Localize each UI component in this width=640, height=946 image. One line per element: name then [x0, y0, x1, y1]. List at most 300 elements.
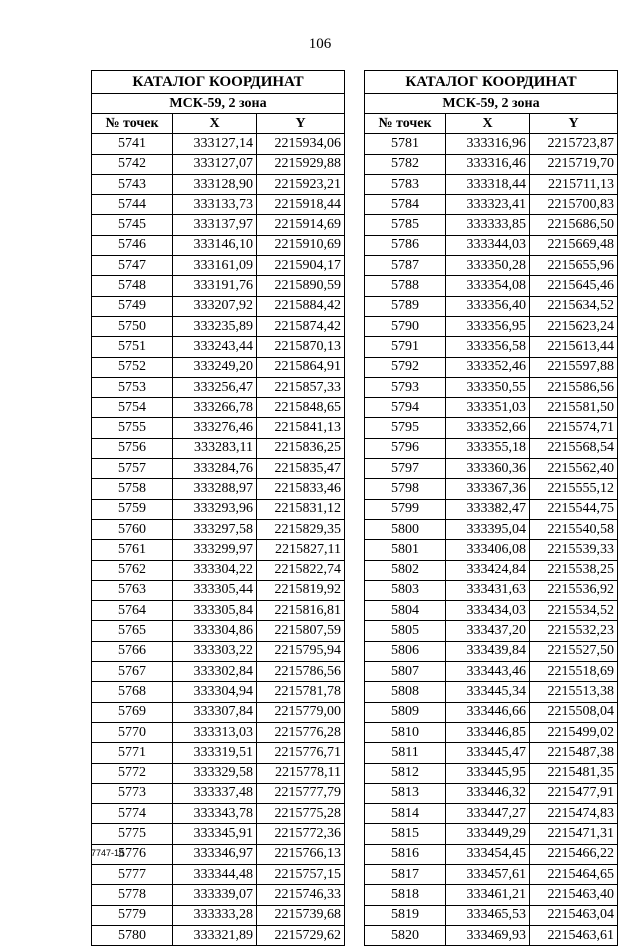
x-coordinate-cell: 333304,86 [173, 621, 257, 641]
y-coordinate-cell: 2215581,50 [530, 398, 618, 418]
point-number-cell: 5797 [365, 459, 446, 479]
point-number-cell: 5749 [92, 296, 173, 316]
x-coordinate-cell: 333243,44 [173, 337, 257, 357]
point-number-cell: 5781 [365, 134, 446, 154]
y-coordinate-cell: 2215513,38 [530, 682, 618, 702]
y-coordinate-cell: 2215766,13 [257, 844, 345, 864]
table-row [92, 337, 345, 357]
point-number-cell: 5756 [92, 438, 173, 458]
table-row [92, 560, 345, 580]
table-row [365, 296, 618, 316]
x-coordinate-cell: 333431,63 [446, 580, 530, 600]
point-number-cell: 5810 [365, 722, 446, 742]
x-coordinate-cell: 333445,95 [446, 763, 530, 783]
table-row [92, 398, 345, 418]
point-number-cell: 5774 [92, 804, 173, 824]
y-coordinate-cell: 2215746,33 [257, 885, 345, 905]
column-header-point: № точек [92, 114, 173, 134]
table-row [365, 337, 618, 357]
table-row [92, 174, 345, 194]
y-coordinate-cell: 2215914,69 [257, 215, 345, 235]
table-row [92, 824, 345, 844]
table-row [92, 154, 345, 174]
table-row [92, 195, 345, 215]
x-coordinate-cell: 333266,78 [173, 398, 257, 418]
table-row [365, 743, 618, 763]
y-coordinate-cell: 2215857,33 [257, 377, 345, 397]
point-number-cell: 5806 [365, 641, 446, 661]
table-body-left [92, 134, 345, 946]
y-coordinate-cell: 2215481,35 [530, 763, 618, 783]
column-header-y: Y [257, 114, 345, 134]
point-number-cell: 5798 [365, 479, 446, 499]
x-coordinate-cell: 333235,89 [173, 316, 257, 336]
y-coordinate-cell: 2215848,65 [257, 398, 345, 418]
y-coordinate-cell: 2215757,15 [257, 864, 345, 884]
x-coordinate-cell: 333356,58 [446, 337, 530, 357]
x-coordinate-cell: 333337,48 [173, 783, 257, 803]
table-row [92, 621, 345, 641]
point-number-cell: 5801 [365, 540, 446, 560]
table-row [365, 195, 618, 215]
x-coordinate-cell: 333344,48 [173, 864, 257, 884]
y-coordinate-cell: 2215634,52 [530, 296, 618, 316]
x-coordinate-cell: 333316,46 [446, 154, 530, 174]
table-row [365, 905, 618, 925]
x-coordinate-cell: 333469,93 [446, 925, 530, 945]
table-row [92, 134, 345, 154]
column-header-x: X [173, 114, 257, 134]
table-row [365, 357, 618, 377]
table-row [365, 560, 618, 580]
table-row [365, 702, 618, 722]
x-coordinate-cell: 333313,03 [173, 722, 257, 742]
x-coordinate-cell: 333350,28 [446, 256, 530, 276]
point-number-cell: 5785 [365, 215, 446, 235]
point-number-cell: 5791 [365, 337, 446, 357]
table-row [365, 824, 618, 844]
x-coordinate-cell: 333457,61 [446, 864, 530, 884]
point-number-cell: 5755 [92, 418, 173, 438]
y-coordinate-cell: 2215623,24 [530, 316, 618, 336]
point-number-cell: 5754 [92, 398, 173, 418]
table-row [92, 905, 345, 925]
y-coordinate-cell: 2215918,44 [257, 195, 345, 215]
x-coordinate-cell: 333343,78 [173, 804, 257, 824]
x-coordinate-cell: 333146,10 [173, 235, 257, 255]
y-coordinate-cell: 2215910,69 [257, 235, 345, 255]
footer-document-code: 7747-18 [91, 848, 125, 858]
y-coordinate-cell: 2215463,61 [530, 925, 618, 945]
x-coordinate-cell: 333321,89 [173, 925, 257, 945]
point-number-cell: 5770 [92, 722, 173, 742]
x-coordinate-cell: 333137,97 [173, 215, 257, 235]
point-number-cell: 5780 [92, 925, 173, 945]
x-coordinate-cell: 333395,04 [446, 519, 530, 539]
point-number-cell: 5787 [365, 256, 446, 276]
x-coordinate-cell: 333352,46 [446, 357, 530, 377]
point-number-cell: 5776 [92, 844, 173, 864]
point-number-cell: 5765 [92, 621, 173, 641]
x-coordinate-cell: 333443,46 [446, 662, 530, 682]
table-row [365, 864, 618, 884]
table-row [365, 154, 618, 174]
y-coordinate-cell: 2215729,62 [257, 925, 345, 945]
x-coordinate-cell: 333133,73 [173, 195, 257, 215]
table-row [92, 743, 345, 763]
point-number-cell: 5809 [365, 702, 446, 722]
table-row [365, 844, 618, 864]
y-coordinate-cell: 2215586,56 [530, 377, 618, 397]
table-row [92, 256, 345, 276]
y-coordinate-cell: 2215807,59 [257, 621, 345, 641]
table-row [92, 925, 345, 945]
y-coordinate-cell: 2215829,35 [257, 519, 345, 539]
point-number-cell: 5764 [92, 601, 173, 621]
column-header-x: X [446, 114, 530, 134]
point-number-cell: 5796 [365, 438, 446, 458]
point-number-cell: 5773 [92, 783, 173, 803]
table-row [365, 499, 618, 519]
table-row [92, 580, 345, 600]
y-coordinate-cell: 2215711,13 [530, 174, 618, 194]
point-number-cell: 5802 [365, 560, 446, 580]
point-number-cell: 5741 [92, 134, 173, 154]
y-coordinate-cell: 2215669,48 [530, 235, 618, 255]
table-row [365, 925, 618, 945]
x-coordinate-cell: 333354,08 [446, 276, 530, 296]
y-coordinate-cell: 2215739,68 [257, 905, 345, 925]
point-number-cell: 5747 [92, 256, 173, 276]
point-number-cell: 5751 [92, 337, 173, 357]
point-number-cell: 5816 [365, 844, 446, 864]
x-coordinate-cell: 333446,85 [446, 722, 530, 742]
y-coordinate-cell: 2215831,12 [257, 499, 345, 519]
table-row [92, 804, 345, 824]
y-coordinate-cell: 2215463,04 [530, 905, 618, 925]
x-coordinate-cell: 333319,51 [173, 743, 257, 763]
y-coordinate-cell: 2215795,94 [257, 641, 345, 661]
y-coordinate-cell: 2215929,88 [257, 154, 345, 174]
y-coordinate-cell: 2215534,52 [530, 601, 618, 621]
y-coordinate-cell: 2215827,11 [257, 540, 345, 560]
point-number-cell: 5803 [365, 580, 446, 600]
coordinate-system-label: МСК-59, 2 зона [365, 94, 618, 114]
x-coordinate-cell: 333333,85 [446, 215, 530, 235]
y-coordinate-cell: 2215778,11 [257, 763, 345, 783]
y-coordinate-cell: 2215532,23 [530, 621, 618, 641]
x-coordinate-cell: 333305,44 [173, 580, 257, 600]
table-row [365, 763, 618, 783]
table-row [365, 540, 618, 560]
point-number-cell: 5759 [92, 499, 173, 519]
y-coordinate-cell: 2215555,12 [530, 479, 618, 499]
x-coordinate-cell: 333449,29 [446, 824, 530, 844]
point-number-cell: 5818 [365, 885, 446, 905]
point-number-cell: 5762 [92, 560, 173, 580]
y-coordinate-cell: 2215686,50 [530, 215, 618, 235]
x-coordinate-cell: 333465,53 [446, 905, 530, 925]
x-coordinate-cell: 333304,94 [173, 682, 257, 702]
point-number-cell: 5788 [365, 276, 446, 296]
point-number-cell: 5748 [92, 276, 173, 296]
y-coordinate-cell: 2215835,47 [257, 459, 345, 479]
y-coordinate-cell: 2215890,59 [257, 276, 345, 296]
y-coordinate-cell: 2215518,69 [530, 662, 618, 682]
table-row [365, 377, 618, 397]
y-coordinate-cell: 2215562,40 [530, 459, 618, 479]
page-number: 106 [308, 36, 332, 52]
table-row [92, 377, 345, 397]
y-coordinate-cell: 2215655,96 [530, 256, 618, 276]
table-row [92, 215, 345, 235]
point-number-cell: 5761 [92, 540, 173, 560]
x-coordinate-cell: 333305,84 [173, 601, 257, 621]
table-row [365, 682, 618, 702]
table-row [365, 174, 618, 194]
point-number-cell: 5820 [365, 925, 446, 945]
table-row [365, 215, 618, 235]
point-number-cell: 5808 [365, 682, 446, 702]
point-number-cell: 5779 [92, 905, 173, 925]
x-coordinate-cell: 333437,20 [446, 621, 530, 641]
x-coordinate-cell: 333297,58 [173, 519, 257, 539]
y-coordinate-cell: 2215527,50 [530, 641, 618, 661]
x-coordinate-cell: 333351,03 [446, 398, 530, 418]
x-coordinate-cell: 333323,41 [446, 195, 530, 215]
x-coordinate-cell: 333293,96 [173, 499, 257, 519]
point-number-cell: 5782 [365, 154, 446, 174]
y-coordinate-cell: 2215719,70 [530, 154, 618, 174]
table-row [365, 601, 618, 621]
y-coordinate-cell: 2215819,92 [257, 580, 345, 600]
x-coordinate-cell: 333356,95 [446, 316, 530, 336]
y-coordinate-cell: 2215540,58 [530, 519, 618, 539]
y-coordinate-cell: 2215816,81 [257, 601, 345, 621]
point-number-cell: 5783 [365, 174, 446, 194]
table-body-right [365, 134, 618, 946]
y-coordinate-cell: 2215508,04 [530, 702, 618, 722]
x-coordinate-cell: 333345,91 [173, 824, 257, 844]
x-coordinate-cell: 333127,07 [173, 154, 257, 174]
table-row [365, 804, 618, 824]
x-coordinate-cell: 333346,97 [173, 844, 257, 864]
x-coordinate-cell: 333304,22 [173, 560, 257, 580]
x-coordinate-cell: 333127,14 [173, 134, 257, 154]
point-number-cell: 5768 [92, 682, 173, 702]
y-coordinate-cell: 2215574,71 [530, 418, 618, 438]
table-row [92, 682, 345, 702]
point-number-cell: 5813 [365, 783, 446, 803]
table-row [365, 438, 618, 458]
table-row [365, 621, 618, 641]
point-number-cell: 5744 [92, 195, 173, 215]
y-coordinate-cell: 2215904,17 [257, 256, 345, 276]
point-number-cell: 5789 [365, 296, 446, 316]
x-coordinate-cell: 333288,97 [173, 479, 257, 499]
point-number-cell: 5805 [365, 621, 446, 641]
y-coordinate-cell: 2215645,46 [530, 276, 618, 296]
x-coordinate-cell: 333424,84 [446, 560, 530, 580]
table-row [92, 479, 345, 499]
table-row [92, 459, 345, 479]
x-coordinate-cell: 333161,09 [173, 256, 257, 276]
y-coordinate-cell: 2215786,56 [257, 662, 345, 682]
x-coordinate-cell: 333461,21 [446, 885, 530, 905]
point-number-cell: 5772 [92, 763, 173, 783]
point-number-cell: 5745 [92, 215, 173, 235]
table-row [92, 276, 345, 296]
x-coordinate-cell: 333344,03 [446, 235, 530, 255]
x-coordinate-cell: 333191,76 [173, 276, 257, 296]
table-row [92, 783, 345, 803]
y-coordinate-cell: 2215544,75 [530, 499, 618, 519]
y-coordinate-cell: 2215536,92 [530, 580, 618, 600]
y-coordinate-cell: 2215870,13 [257, 337, 345, 357]
x-coordinate-cell: 333128,90 [173, 174, 257, 194]
point-number-cell: 5760 [92, 519, 173, 539]
y-coordinate-cell: 2215776,28 [257, 722, 345, 742]
x-coordinate-cell: 333439,84 [446, 641, 530, 661]
table-row [92, 316, 345, 336]
point-number-cell: 5766 [92, 641, 173, 661]
table-row [92, 418, 345, 438]
point-number-cell: 5750 [92, 316, 173, 336]
table-row [365, 783, 618, 803]
x-coordinate-cell: 333333,28 [173, 905, 257, 925]
point-number-cell: 5819 [365, 905, 446, 925]
table-row [92, 499, 345, 519]
y-coordinate-cell: 2215874,42 [257, 316, 345, 336]
table-row [92, 864, 345, 884]
table-row [365, 235, 618, 255]
x-coordinate-cell: 333360,36 [446, 459, 530, 479]
y-coordinate-cell: 2215864,91 [257, 357, 345, 377]
table-row [92, 296, 345, 316]
x-coordinate-cell: 333276,46 [173, 418, 257, 438]
y-coordinate-cell: 2215923,21 [257, 174, 345, 194]
point-number-cell: 5811 [365, 743, 446, 763]
point-number-cell: 5793 [365, 377, 446, 397]
table-row [92, 540, 345, 560]
point-number-cell: 5767 [92, 662, 173, 682]
point-number-cell: 5790 [365, 316, 446, 336]
point-number-cell: 5817 [365, 864, 446, 884]
point-number-cell: 5784 [365, 195, 446, 215]
table-row [92, 702, 345, 722]
x-coordinate-cell: 333283,11 [173, 438, 257, 458]
table-row [365, 418, 618, 438]
point-number-cell: 5799 [365, 499, 446, 519]
point-number-cell: 5777 [92, 864, 173, 884]
table-row [365, 276, 618, 296]
y-coordinate-cell: 2215464,65 [530, 864, 618, 884]
table-row [92, 641, 345, 661]
point-number-cell: 5814 [365, 804, 446, 824]
table-row [365, 519, 618, 539]
table-row [92, 235, 345, 255]
y-coordinate-cell: 2215776,71 [257, 743, 345, 763]
x-coordinate-cell: 333249,20 [173, 357, 257, 377]
y-coordinate-cell: 2215568,54 [530, 438, 618, 458]
catalog-title: КАТАЛОГ КООРДИНАТ [92, 71, 345, 94]
y-coordinate-cell: 2215538,25 [530, 560, 618, 580]
point-number-cell: 5763 [92, 580, 173, 600]
x-coordinate-cell: 333406,08 [446, 540, 530, 560]
point-number-cell: 5758 [92, 479, 173, 499]
table-row [92, 357, 345, 377]
x-coordinate-cell: 333454,45 [446, 844, 530, 864]
y-coordinate-cell: 2215781,78 [257, 682, 345, 702]
point-number-cell: 5778 [92, 885, 173, 905]
y-coordinate-cell: 2215884,42 [257, 296, 345, 316]
coordinate-system-label: МСК-59, 2 зона [92, 94, 345, 114]
x-coordinate-cell: 333350,55 [446, 377, 530, 397]
x-coordinate-cell: 333382,47 [446, 499, 530, 519]
x-coordinate-cell: 333303,22 [173, 641, 257, 661]
y-coordinate-cell: 2215779,00 [257, 702, 345, 722]
x-coordinate-cell: 333447,27 [446, 804, 530, 824]
table-row [365, 134, 618, 154]
point-number-cell: 5753 [92, 377, 173, 397]
table-row [365, 885, 618, 905]
y-coordinate-cell: 2215471,31 [530, 824, 618, 844]
y-coordinate-cell: 2215700,83 [530, 195, 618, 215]
y-coordinate-cell: 2215777,79 [257, 783, 345, 803]
point-number-cell: 5743 [92, 174, 173, 194]
x-coordinate-cell: 333284,76 [173, 459, 257, 479]
point-number-cell: 5804 [365, 601, 446, 621]
y-coordinate-cell: 2215463,40 [530, 885, 618, 905]
y-coordinate-cell: 2215613,44 [530, 337, 618, 357]
point-number-cell: 5742 [92, 154, 173, 174]
x-coordinate-cell: 333356,40 [446, 296, 530, 316]
table-row [365, 256, 618, 276]
y-coordinate-cell: 2215474,83 [530, 804, 618, 824]
point-number-cell: 5792 [365, 357, 446, 377]
x-coordinate-cell: 333316,96 [446, 134, 530, 154]
x-coordinate-cell: 333256,47 [173, 377, 257, 397]
point-number-cell: 5752 [92, 357, 173, 377]
table-row [365, 662, 618, 682]
x-coordinate-cell: 333367,36 [446, 479, 530, 499]
table-row [92, 844, 345, 864]
x-coordinate-cell: 333307,84 [173, 702, 257, 722]
table-row [92, 438, 345, 458]
y-coordinate-cell: 2215775,28 [257, 804, 345, 824]
point-number-cell: 5775 [92, 824, 173, 844]
point-number-cell: 5807 [365, 662, 446, 682]
y-coordinate-cell: 2215499,02 [530, 722, 618, 742]
point-number-cell: 5812 [365, 763, 446, 783]
point-number-cell: 5800 [365, 519, 446, 539]
y-coordinate-cell: 2215822,74 [257, 560, 345, 580]
table-row [365, 398, 618, 418]
x-coordinate-cell: 333329,58 [173, 763, 257, 783]
catalog-title: КАТАЛОГ КООРДИНАТ [365, 71, 618, 94]
table-row [365, 580, 618, 600]
x-coordinate-cell: 333434,03 [446, 601, 530, 621]
table-row [92, 662, 345, 682]
x-coordinate-cell: 333299,97 [173, 540, 257, 560]
coordinate-catalog-table-right [364, 70, 618, 946]
y-coordinate-cell: 2215723,87 [530, 134, 618, 154]
y-coordinate-cell: 2215833,46 [257, 479, 345, 499]
x-coordinate-cell: 333207,92 [173, 296, 257, 316]
point-number-cell: 5815 [365, 824, 446, 844]
column-header-point: № точек [365, 114, 446, 134]
point-number-cell: 5769 [92, 702, 173, 722]
